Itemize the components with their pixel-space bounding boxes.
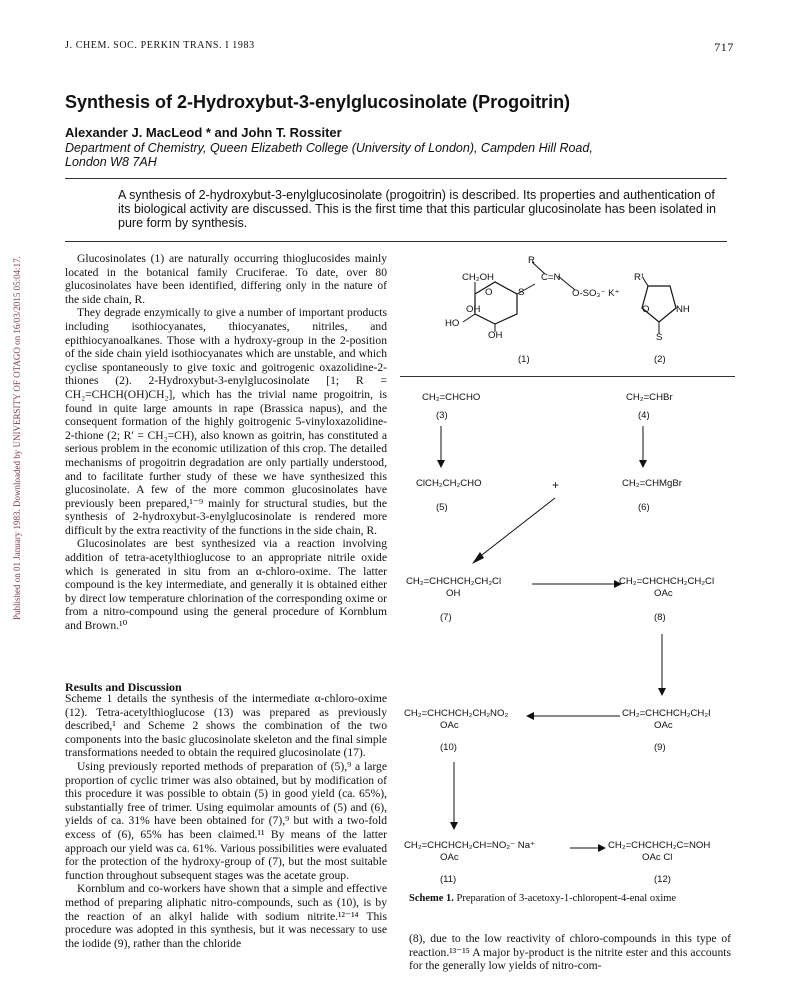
abstract: A synthesis of 2-hydroxybut-3-enylglucosinolate (progoitrin) is described. Its properties and authentication of its biological activity are discussed. This is the first time that this particular glucosinolate has been isolated in pure form by synthesis. xyxy=(118,188,716,230)
compound-11: CH₂=CHCHCH₂CH=NO₂⁻ Na⁺ xyxy=(404,840,536,851)
compound-10: CH₂=CHCHCH₂CH₂NO₂ xyxy=(404,708,509,719)
scheme-rule xyxy=(400,376,735,377)
compound-4: CH₂=CHBr xyxy=(626,392,673,403)
compound-label-5: (5) xyxy=(436,502,448,513)
arrow-10-to-11 xyxy=(400,758,735,834)
compound-label-3: (3) xyxy=(436,410,448,421)
compound-label-12: (12) xyxy=(654,874,671,885)
page-number: 717 xyxy=(714,40,734,54)
compound-label-4: (4) xyxy=(638,410,650,421)
compound-label-8: (8) xyxy=(654,612,666,623)
s1-s: S xyxy=(518,287,525,298)
compound-6: CH₂=CHMgBr xyxy=(622,478,682,489)
paragraph: They degrade enzymically to give a number of important products including isothiocyanates, thiocyanates, nitriles, and epithiocyanoalkanes. Those with a hydroxy-group in the 2-position of the side chain yield isothiocyanates which are unstable, and which cyclise spontaneously to give toxic and goitrogenic oxazolidine-2-thiones (2). 2-Hydroxybut-3-enylglucosinolate [1; R = CH₂=CHCH(OH)CH₂], which has the trivial name progoitrin, is found in quite large amounts in rape (Brassica napus), and the consequent formation of the highly goitrogenic 5-vinyloxazolidine-2-thione (2; R′ = CH₂=CH), also known as goitrin, has constituted a serious problem in the economic utilization of this crop. The detailed mechanisms of progoitrin degradation are only partially understood, and to facilitate further study of these we have synthesized this glucosinolate. A few of the more common glucosinolates have previously been prepared,¹⁻⁹ mainly for structural studies, but the synthesis of 2-hydroxybut-3-enylglucosinolate is rendered more difficult by the extra reactivity of the functions in the side chain, R. xyxy=(65,306,387,537)
s1-ring-o: O xyxy=(485,287,493,298)
compound-label-10: (10) xyxy=(440,742,457,753)
compound-label-7: (7) xyxy=(440,612,452,623)
s1-cn: C=N xyxy=(541,272,561,283)
abstract-top-rule xyxy=(65,178,727,179)
arrow-9-to-10 xyxy=(524,710,622,722)
compound-9: CH₂=CHCHCH₂CH₂I xyxy=(622,708,711,719)
paragraph: Scheme 1 details the synthesis of the intermediate α-chloro-oxime (12). Tetra-acetylthioglucose (13) was prepared as previously described,¹ and Scheme 2 shows the combination of the two components into the basic glucosinolate skeleton and the final simple transformations needed to obtain the required glucosinolate (17). xyxy=(65,692,387,760)
scheme-1 xyxy=(400,252,735,892)
compound-7-substituent: OH xyxy=(446,588,461,599)
article-title: Synthesis of 2-Hydroxybut-3-enylglucosinolate (Progoitrin) xyxy=(65,92,571,112)
compound-12-substituent: OAc Cl xyxy=(642,852,673,863)
arrow-7-to-8 xyxy=(528,578,623,590)
right-column-text xyxy=(409,932,731,973)
compound-8-substituent: OAc xyxy=(654,588,673,599)
paragraph: (8), due to the low reactivity of chloro-compounds in this type of reaction.¹³⁻¹⁵ A major by-product is the nitrite ester and this accounts for the generally low yields of nitro-com- xyxy=(409,932,731,973)
scheme-caption xyxy=(409,893,676,904)
plus-sign: + xyxy=(552,478,560,492)
article-authors: Alexander J. MacLeod * and John T. Rossiter xyxy=(65,125,342,140)
compound-label-6: (6) xyxy=(638,502,650,513)
arrow-11-to-12 xyxy=(568,842,608,854)
affiliation-line-2: London W8 7AH xyxy=(65,155,157,169)
compound-5: ClCH₂CH₂CHO xyxy=(416,478,482,489)
s2-nh: NH xyxy=(676,304,690,315)
abstract-bottom-rule xyxy=(65,241,727,242)
compound-11-substituent: OAc xyxy=(440,852,459,863)
paragraph: Kornblum and co-workers have shown that a simple and effective method of preparing aliphatic nitro-compounds, such as (10), is by the reaction of an alkyl halide with sodium nitrite.¹²⁻¹⁴ This procedure was adopted in this synthesis, but it was necessary to use the iodide (9), rather than the chloride xyxy=(65,882,387,950)
article-affiliation xyxy=(65,141,705,169)
compound-3: CH₂=CHCHO xyxy=(422,392,481,403)
download-notice xyxy=(12,170,26,620)
paragraph: Glucosinolates (1) are naturally occurring thioglucosides mainly located in the botanical family Cruciferae. To date, over 80 glucosinolates have been identified, differing only in the nature of the side chain, R. xyxy=(65,252,387,306)
arrows-row-1 xyxy=(400,422,735,470)
compound-7: CH₂=CHCHCH₂CH₂Cl xyxy=(406,576,502,587)
compound-10-substituent: OAc xyxy=(440,720,459,731)
glucosinolate-structure-drawing xyxy=(435,252,615,347)
scheme-caption-text: Preparation of 3-acetoxy-1-chloropent-4-enal oxime xyxy=(456,893,677,904)
paragraph: Using previously reported methods of preparation of (5),⁹ a large proportion of cyclic trimer was also obtained, but by modification of this procedure it was possible to obtain (5) in good yield (ca. 65%), substantially free of trimer. Using equimolar amounts of (5) and (6), yields of ca. 31% have been obtained for (7),⁹ but with a two-fold excess of (6), 65% has been claimed.¹¹ By means of the latter approach our yield was ca. 61%. Various possibilities were evaluated for the protection of the hydroxy-group of (7), but the most suitable function throughout subsequent stages was the acetate group. xyxy=(65,759,387,882)
s1-oso3: O-SO₃⁻ K⁺ xyxy=(572,288,620,299)
intro-text xyxy=(65,252,387,633)
s1-oh-2: OH xyxy=(488,330,503,341)
s1-ho: HO xyxy=(445,318,460,329)
compound-12: CH₂=CHCHCH₂C=NOH xyxy=(608,840,711,851)
arrow-diagonal xyxy=(400,496,735,568)
compound-8: CH₂=CHCHCH₂CH₂Cl xyxy=(619,576,715,587)
s1-ch2oh: CH₂OH xyxy=(462,272,494,283)
compound-label-9: (9) xyxy=(654,742,666,753)
compound-label-1: (1) xyxy=(518,354,530,365)
running-header: J. CHEM. SOC. PERKIN TRANS. I 1983 xyxy=(65,40,255,51)
compound-9-substituent: OAc xyxy=(654,720,673,731)
download-notice-text: Published on 01 January 1983. Downloaded by UNIVERSITY OF OTAGO on 16/03/2015 05:04:17. xyxy=(12,256,22,620)
s1-r: R xyxy=(528,255,535,266)
affiliation-line-1: Department of Chemistry, Queen Elizabeth College (University of London), Campden Hill Road, xyxy=(65,141,593,155)
section-heading: Results and Discussion xyxy=(65,680,182,694)
compound-label-11: (11) xyxy=(440,874,457,885)
compound-label-2: (2) xyxy=(654,354,666,365)
s2-s: S xyxy=(656,332,663,343)
s2-r1: R¹ xyxy=(634,272,645,283)
scheme-caption-label: Scheme 1. xyxy=(409,893,454,904)
s1-oh-1: OH xyxy=(466,304,481,315)
paragraph: Glucosinolates are best synthesized via a reaction involving addition of tetra-acetylthioglucose to an appropriate nitrile oxide which is generated in situ from an α-chloro-oxime. The latter compound is the key intermediate, and generally it is obtained either by direct low temperature chlorination of the corresponding oxime or from a nitro-compound using the general procedure of Kornblum and Brown.¹⁰ xyxy=(65,537,387,633)
s2-o: O xyxy=(642,304,650,315)
arrow-8-to-9 xyxy=(400,630,735,700)
results-text xyxy=(65,692,387,950)
